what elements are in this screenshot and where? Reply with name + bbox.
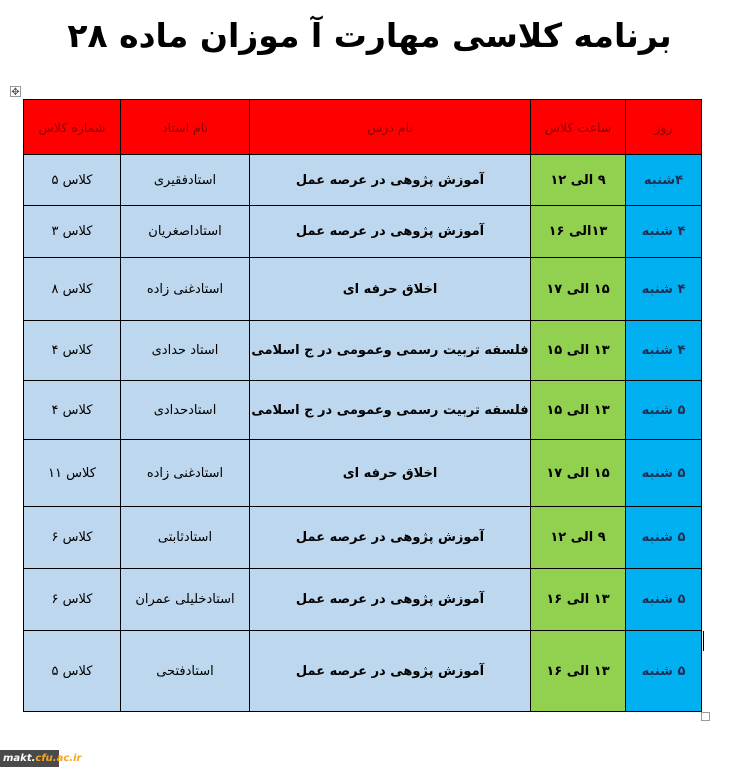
text-cursor — [703, 631, 704, 651]
cell-day[interactable]: ۴ شنبه — [626, 321, 702, 381]
cell-time[interactable]: ۱۳ الی ۱۶ — [531, 631, 626, 712]
cell-day[interactable]: ۵ شنبه — [626, 569, 702, 631]
cell-day[interactable]: ۴ شنبه — [626, 258, 702, 321]
table-row — [24, 507, 702, 569]
cell-room[interactable]: کلاس ۸ — [24, 258, 121, 321]
cell-day[interactable]: ۵ شنبه — [626, 507, 702, 569]
watermark-part2: cfu.ac.ir — [35, 753, 82, 764]
cell-time[interactable]: ۹ الی ۱۲ — [531, 155, 626, 206]
page-title: برنامه کلاسی مهارت آ موزان ماده ۲۸ — [67, 16, 672, 55]
table-resize-handle-icon[interactable] — [701, 712, 710, 721]
table-row — [24, 321, 702, 381]
cell-course[interactable]: اخلاق حرفه ای — [250, 440, 531, 507]
cell-teacher[interactable]: استادخلیلی عمران — [121, 569, 250, 631]
cell-teacher[interactable]: استادغنی زاده — [121, 440, 250, 507]
cell-time[interactable]: ۱۵ الی ۱۷ — [531, 440, 626, 507]
cell-room[interactable]: کلاس ۵ — [24, 631, 121, 712]
table-row — [24, 440, 702, 507]
cell-room[interactable]: کلاس ۵ — [24, 155, 121, 206]
table-header-row — [24, 100, 702, 155]
table-row — [24, 631, 702, 712]
cell-time[interactable]: ۱۳ الی ۱۵ — [531, 381, 626, 440]
schedule-table — [23, 99, 702, 712]
cell-course[interactable]: اخلاق حرفه ای — [250, 258, 531, 321]
cell-day[interactable]: ۴شنبه — [626, 155, 702, 206]
header-course: نام درس — [250, 100, 531, 155]
cell-time[interactable]: ۱۵ الی ۱۷ — [531, 258, 626, 321]
cell-course[interactable]: آموزش پژوهی در عرصه عمل — [250, 631, 531, 712]
cell-room[interactable]: کلاس ۱۱ — [24, 440, 121, 507]
cell-teacher[interactable]: استاداصغریان — [121, 206, 250, 258]
cell-day[interactable]: ۵ شنبه — [626, 631, 702, 712]
cell-teacher[interactable]: استادفتحی — [121, 631, 250, 712]
table-row — [24, 155, 702, 206]
cell-day[interactable]: ۵ شنبه — [626, 440, 702, 507]
cell-course[interactable]: آموزش پژوهی در عرصه عمل — [250, 507, 531, 569]
cell-teacher[interactable]: استادغنی زاده — [121, 258, 250, 321]
table-row — [24, 569, 702, 631]
cell-time[interactable]: ۹ الی ۱۲ — [531, 507, 626, 569]
cell-teacher[interactable]: استاد حدادی — [121, 321, 250, 381]
cell-course[interactable]: فلسفه تربیت رسمی وعمومی در ج اسلامی — [250, 381, 531, 440]
table-row — [24, 258, 702, 321]
header-day: روز — [626, 100, 702, 155]
site-watermark — [0, 750, 82, 767]
cell-course[interactable]: آموزش پژوهی در عرصه عمل — [250, 569, 531, 631]
header-room: شماره کلاس — [24, 100, 121, 155]
cell-teacher[interactable]: استادفقیری — [121, 155, 250, 206]
cell-day[interactable]: ۴ شنبه — [626, 206, 702, 258]
cell-time[interactable]: ۱۳الی ۱۶ — [531, 206, 626, 258]
cell-course[interactable]: آموزش پژوهی در عرصه عمل — [250, 155, 531, 206]
cell-course[interactable]: آموزش پژوهی در عرصه عمل — [250, 206, 531, 258]
cell-teacher[interactable]: استادثابتی — [121, 507, 250, 569]
cell-time[interactable]: ۱۳ الی ۱۶ — [531, 569, 626, 631]
cell-day[interactable]: ۵ شنبه — [626, 381, 702, 440]
cell-room[interactable]: کلاس ۴ — [24, 381, 121, 440]
watermark-part1: makt. — [3, 753, 36, 764]
cell-room[interactable]: کلاس ۳ — [24, 206, 121, 258]
cell-room[interactable]: کلاس ۶ — [24, 507, 121, 569]
table-row — [24, 206, 702, 258]
header-teacher: نام استاد — [121, 100, 250, 155]
cell-room[interactable]: کلاس ۶ — [24, 569, 121, 631]
cell-time[interactable]: ۱۳ الی ۱۵ — [531, 321, 626, 381]
cell-teacher[interactable]: استادحدادی — [121, 381, 250, 440]
header-time: ساعت کلاس — [531, 100, 626, 155]
cell-course[interactable]: فلسفه تربیت رسمی وعمومی در ج اسلامی — [250, 321, 531, 381]
table-row — [24, 381, 702, 440]
table-move-handle-icon[interactable]: ✥ — [11, 87, 20, 98]
cell-room[interactable]: کلاس ۴ — [24, 321, 121, 381]
